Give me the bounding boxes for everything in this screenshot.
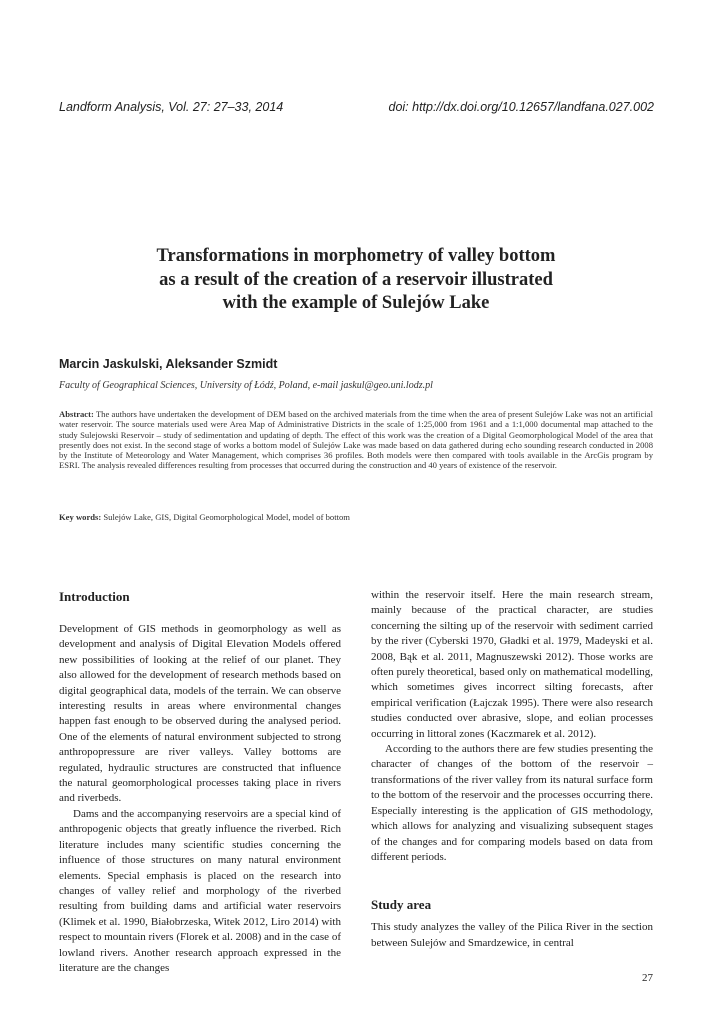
abstract-label: Abstract: — [59, 409, 94, 419]
title-line-2: as a result of the creation of a reservoir illustrated — [159, 269, 553, 290]
intro-paragraph-1: Development of GIS methods in geomorphology as well as development and analysis of Digital Elevation Models offered new possibilities of looking at the relief of our planet. They also allowed for the development of research methods based on digital geographical data, models of the terrain. We can observe interesting results in areas where environmental changes happen fast enough to be observed during the analysed period. One of the elements of natural environment subjected to strong anthropopressure are river valleys. Valley bottoms are regulated, hydraulic structures are constructed that influence the natural geomorphological processes taking place in rivers and riverbeds. — [59, 623, 341, 805]
study-area-paragraph-1: This study analyzes the valley of the Pilica River in the section between Sulejów and Smardzewice, in central — [371, 921, 653, 949]
intro-paragraph-2-continued: within the reservoir itself. Here the main research stream, mainly because of the practical character, are studies concerning the silting up of the reservoir with sediment carried by the river (Cyberski 1970, Gładki et al. 1979, Madeyski et al. 2008, Bąk et al. 2011, Magnuszewski 2012). Those works are often purely theoretical, based only on mathematical modelling, which sometimes gives incorrect silting forecasts, after empirical verification (Łajczak 1995). There were also research studies conducted over abrasive, slope, and eolian processes occurring in littoral zones (Kaczmarek et al. 2012). — [371, 589, 653, 740]
keywords-label: Key words: — [59, 512, 102, 522]
left-column — [59, 588, 341, 976]
introduction-heading: Introduction — [59, 589, 130, 604]
intro-paragraph-3: According to the authors there are few studies presenting the character of changes of the bottom of the reservoir – transformations of the river valley from its natural surface form to the bottom of the reservoir and the processes occurring there. Especially interesting is the application of GIS methodology, which allows for analyzing and visualizing subsequent stages of the changes and for comparing models based on data from different periods. — [371, 743, 653, 863]
paper-title — [60, 245, 652, 316]
intro-paragraph-2: Dams and the accompanying reservoirs are a special kind of anthropogenic objects that greatly influence the riverbed. Rich literature includes many scientific studies concerning the influence of those structures on many natural environment elements. Special emphasis is placed on the research into changes of valley relief and morphology of the riverbed resulting from building dams and artificial water reservoirs (Klimek et al. 1990, Białobrzeska, Witek 2012, Liro 2014) with respect to mountain rivers (Florek et al. 2008) and in the case of lowland rivers. Another research approach expressed in the literature are the changes — [59, 807, 341, 974]
right-column — [371, 588, 653, 951]
abstract — [59, 409, 653, 471]
title-line-3: with the example of Sulejów Lake — [222, 293, 490, 313]
affiliation: Faculty of Geographical Sciences, University of Łódź, Poland, e-mail jaskul@geo.uni.lodz.pl — [59, 380, 433, 391]
keywords-text: Sulejów Lake, GIS, Digital Geomorphological Model, model of bottom — [103, 512, 350, 522]
title-line-1: Transformations in morphometry of valley bottom — [156, 246, 556, 266]
journal-citation: Landform Analysis, Vol. 27: 27–33, 2014 — [59, 100, 284, 114]
doi-link[interactable]: doi: http://dx.doi.org/10.12657/landfana.027.002 — [388, 100, 654, 114]
page-number: 27 — [642, 972, 653, 984]
abstract-text: The authors have undertaken the development of DEM based on the archived materials from the time when the area of present Sulejów Lake was not an artificial water reservoir. The source materials used were Area Map of Administrative Districts in the scale of 1:25,000 from 1961 and a 1:1,000 documental map attached to the study Sulejowski Reservoir – study of sedimentation and updating of depth. The effect of this work was the creation of a Digital Geomorphological Model of the area that presently does not exist. In the second stage of works a bottom model of Sulejów Lake was made based on data gathered during echo sounding research conducted in 2008 by the Institute of Meteorology and Water Management, which comprises 36 profiles. Both models were then compared with tools available in the ArcGis program by ESRI. The analysis revealed differences resulting from processes that occurred during the construction and 40 years of existence of the reservoir. — [59, 409, 653, 471]
study-area-heading: Study area — [371, 897, 432, 913]
keywords — [59, 512, 653, 522]
authors: Marcin Jaskulski, Aleksander Szmidt — [59, 357, 278, 371]
